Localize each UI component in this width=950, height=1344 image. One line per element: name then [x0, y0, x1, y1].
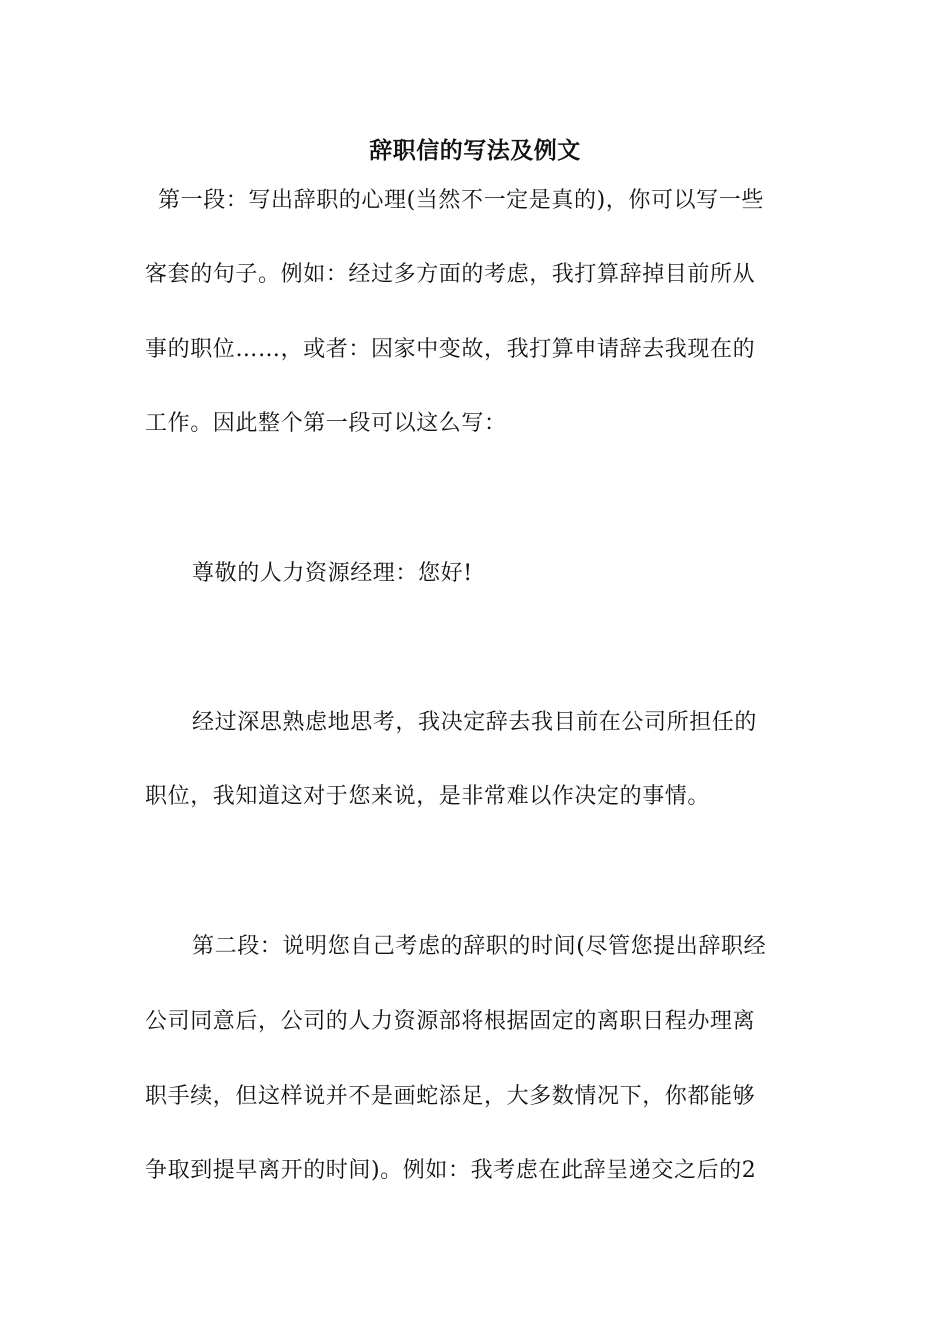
paragraph-line: 客套的句子。例如：经过多方面的考虑，我打算辞掉目前所从 [145, 262, 756, 287]
document-title: 辞职信的写法及例文 [369, 137, 581, 164]
paragraph-line: 第一段：写出辞职的心理(当然不一定是真的)，你可以写一些 [158, 188, 764, 213]
paragraph-line: 职手续，但这样说并不是画蛇添足，大多数情况下，你都能够 [145, 1084, 756, 1109]
paragraph-line: 经过深思熟虑地思考，我决定辞去我目前在公司所担任的 [192, 710, 758, 735]
paragraph-line: 事的职位……，或者：因家中变故，我打算申请辞去我现在的 [145, 337, 756, 362]
paragraph-line: 公司同意后，公司的人力资源部将根据固定的离职日程办理离 [145, 1009, 756, 1034]
paragraph-line: 争取到提早离开的时间)。例如：我考虑在此辞呈递交之后的2 [145, 1158, 757, 1183]
salutation-line: 尊敬的人力资源经理：您好! [192, 561, 473, 586]
paragraph-line: 工作。因此整个第一段可以这么写： [145, 411, 507, 436]
paragraph-line: 第二段：说明您自己考虑的辞职的时间(尽管您提出辞职经 [192, 934, 767, 959]
paragraph-line: 职位，我知道这对于您来说，是非常难以作决定的事情。 [145, 784, 711, 809]
